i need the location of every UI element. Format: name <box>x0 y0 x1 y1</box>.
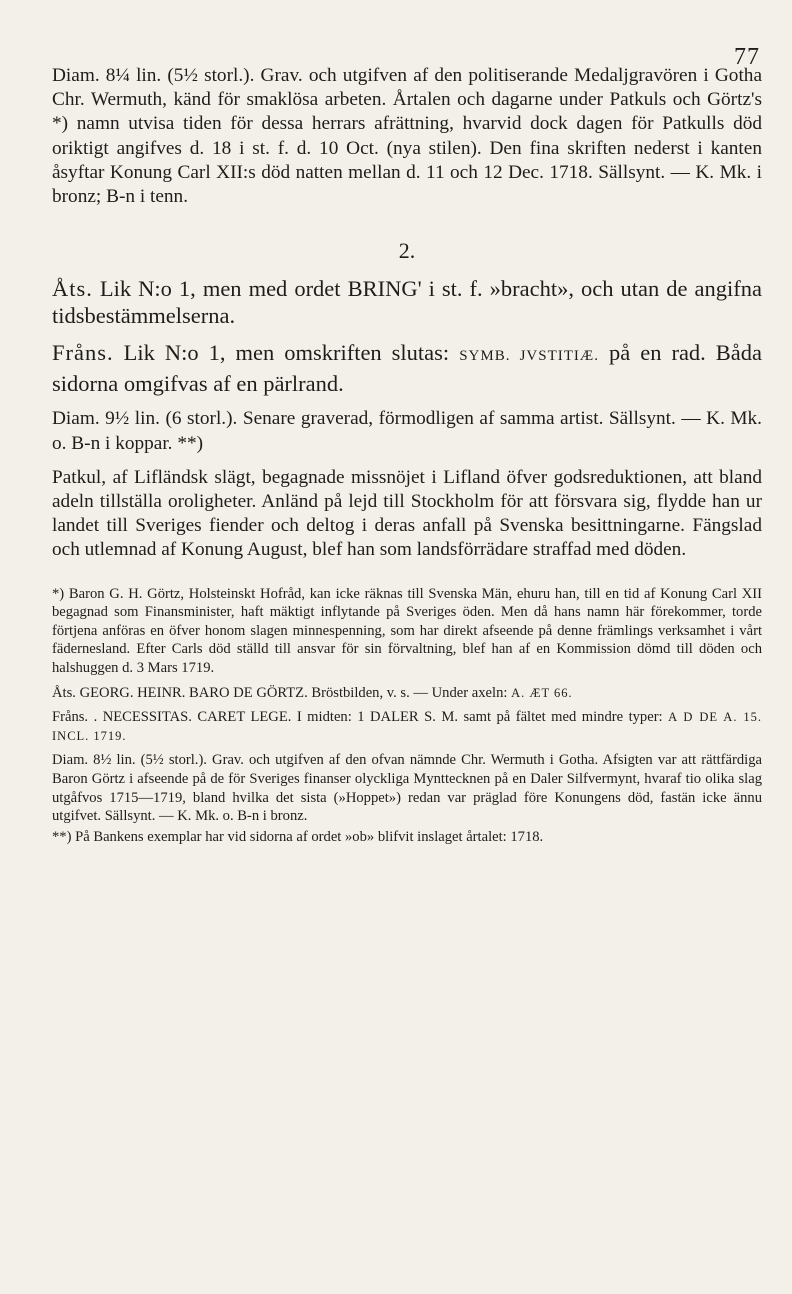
footnote-1: *) Baron G. H. Görtz, Holsteinskt Hofråd, kan icke räknas till Svenska Män, ehuru han, till en tid af Konung Carl XII begagnad som Finansminister, haft mäktigt inflytande på Sveriges öden. Men då hans namn här förekommer, torde förtjena anföras en öfver honom slagen minnespenning, som har direkt afseende på denne främlings verksamhet i vårt fädernesland. Efter Carls död ställd till ansvar för sin förvaltning, blef han af en Kommission dömd till döden och halshuggen d. 3 Mars 1719. <box>52 585 762 677</box>
footnote-ats-label: Åts. <box>52 684 76 701</box>
frans-paragraph <box>52 339 762 397</box>
frans-text-b: på en rad. Båda sidorna omgifvas af en pärlrand. <box>52 340 763 397</box>
footnote-frans-label: Fråns. <box>52 709 89 726</box>
footnote-ats-caps: A. ÆT 66. <box>511 685 573 700</box>
section-number: 2. <box>398 238 416 264</box>
footnote-diam: Diam. 8½ lin. (5½ storl.). Grav. och utgifven af den ofvan nämnde Chr. Wermuth i Gotha. Afsigten var att rättfärdiga Baron Görtz i afseende på de för Sveriges finanser olyckliga Mynttecknen på en Daler Silfvermynt, hvaraf tio olika slag utgåfvos 1715—1719, bland hvilka det sista (»Hoppet») redan var präglad före Konungens död, fastän icke ännu utgifvet. Sällsynt. — K. Mk. o. B-n i bronz. <box>52 752 762 825</box>
footnotes <box>52 585 762 847</box>
footnote-ats <box>52 684 762 703</box>
footnote-frans <box>52 708 762 745</box>
ats-text: Lik N:o 1, men med ordet BRING' i st. f. »bracht», och utan de angifna tidsbestämmelserna. <box>52 276 763 329</box>
footnote-frans-caps: A D DE A. 15. INCL. 1719. <box>52 710 763 743</box>
ats-label: Åts. <box>52 276 93 302</box>
frans-label: Fråns. <box>52 340 114 366</box>
footnote-2: **) På Bankens exemplar har vid sidorna af ordet »ob» blifvit inslaget årtalet: 1718. <box>52 828 544 845</box>
main-text <box>52 64 762 846</box>
medal-1-description: Diam. 8¼ lin. (5½ storl.). Grav. och utgifven af den politiserande Medaljgravören i Gotha Chr. Wermuth, känd för smaklösa arbeten. Årtalen och dagarne under Patkuls och Görtz's *) namn utvisa tiden för dessa herrars afrättning, hvarvid dock dagen för Patkulls död oriktigt angifves d. 18 i st. f. d. 10 Oct. (nya stilen). Den fina skriften nederst i kanten åsyftar Konung Carl XII:s död natten mellan d. 11 och 12 Dec. 1718. Sällsynt. — K. Mk. i bronz; B-n i tenn. <box>52 65 762 208</box>
frans-caps: SYMB. JVSTITIÆ. <box>459 348 599 365</box>
footnote-frans-text: . NECESSITAS. CARET LEGE. I midten: 1 DALER S. M. samt på fältet med mindre typer: <box>93 709 663 726</box>
footnote-ats-text: GEORG. HEINR. BARO DE GÖRTZ. Bröstbilden, v. s. — Under axeln: <box>79 684 508 701</box>
spacer <box>52 563 762 585</box>
ats-paragraph <box>52 275 762 329</box>
page-number: 77 <box>734 44 760 70</box>
patkul-paragraph: Patkul, af Lifländsk slägt, begagnade missnöjet i Lifland öfver godsreduktionen, att bland adeln tillställa oroligheter. Anländ på lejd till Stockholm för att försvara sig, flydde han ur landet till Sveriges fiender och deltog i deras anfall på Svenska besittningarne. Fängslad och utlemnad af Konung August, blef han som landsförrädare straffad med döden. <box>52 466 762 561</box>
diam-paragraph: Diam. 9½ lin. (6 storl.). Senare graverad, förmodligen af samma artist. Sällsynt. — K. Mk. o. B-n i koppar. **) <box>52 408 762 454</box>
frans-text-a: Lik N:o 1, men omskriften slutas: <box>123 340 450 366</box>
